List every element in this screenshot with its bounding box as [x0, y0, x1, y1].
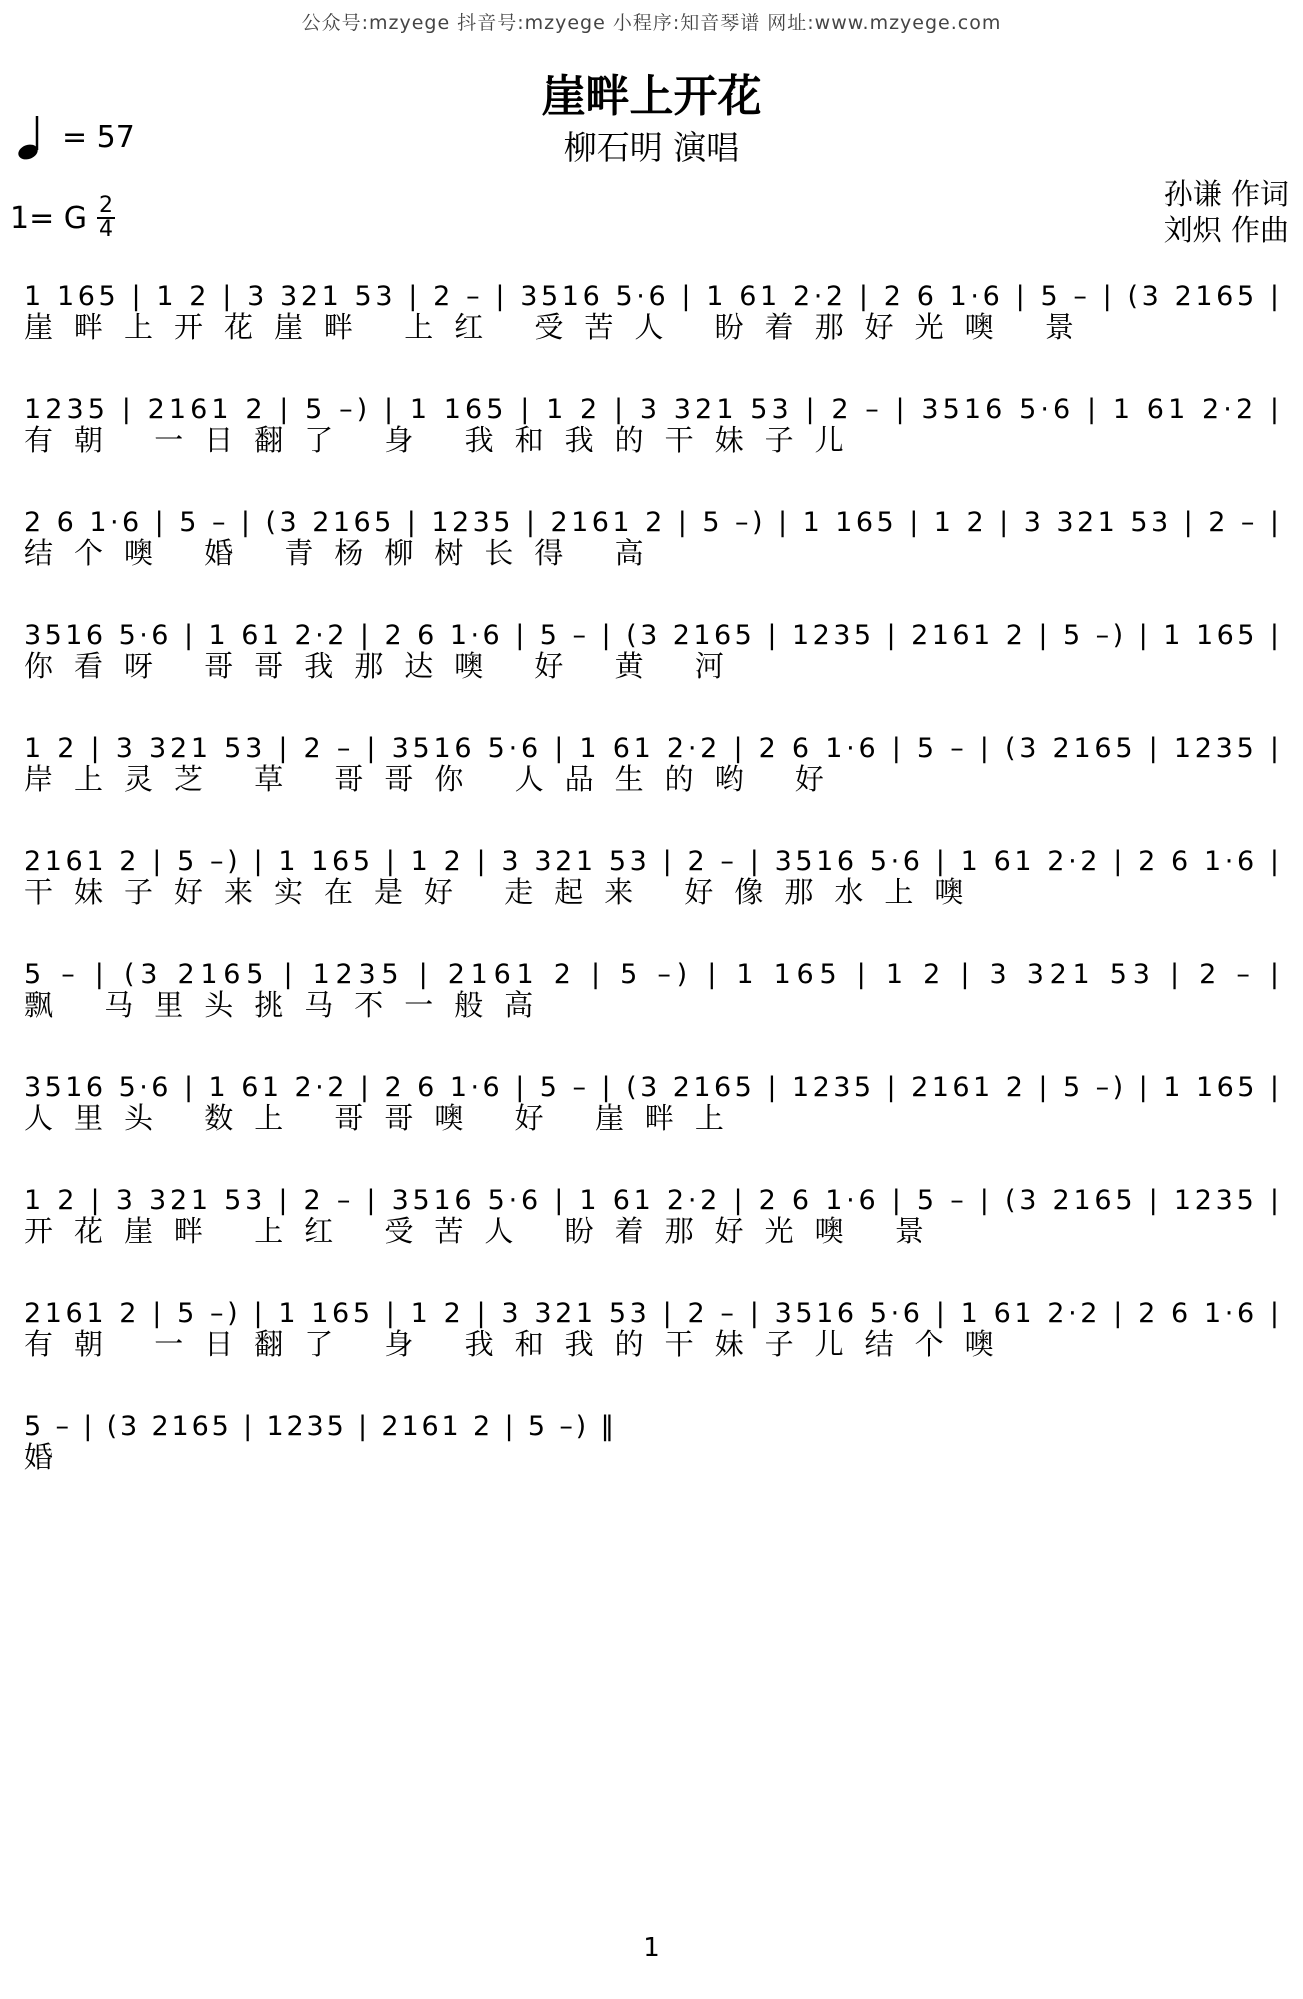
tempo-marking: [16, 112, 135, 162]
site-header: 公众号:mzyege 抖音号:mzyege 小程序:知音琴谱 网址:www.mzyege.com: [301, 12, 1002, 34]
singer-line: 柳石明 演唱: [563, 128, 740, 167]
notation-text: 1235 | 2161 2 | 5 –) | 1 165 | 1 2 | 3 321 53 | 2 – | 3516 5·6 | 1 61 2·2 |: [24, 394, 1280, 425]
lyrics-line: 崖畔上开花崖畔 上红 受苦人 盼着那好光噢 景: [24, 310, 1095, 344]
lyrics-line: 婚: [24, 1440, 75, 1474]
tempo-value: = 57: [62, 119, 135, 155]
key-label: 1= G: [10, 200, 88, 236]
key-signature: [10, 195, 115, 241]
lyrics-line: 结个噢 婚 青杨柳树长得 高: [24, 536, 665, 570]
score-system: [24, 1046, 1286, 1166]
lyrics-line: 开花崖畔 上红 受苦人 盼着那好光噢 景: [24, 1214, 945, 1248]
notation-text: 2161 2 | 5 –) | 1 165 | 1 2 | 3 321 53 | 2 – | 3516 5·6 | 1 61 2·2 | 2 6 1·6 |: [24, 846, 1279, 877]
lyrics-line: 有朝 一日翻了 身 我和我的干妹子儿: [24, 423, 865, 457]
lyrics-line: 干妹子好来实在是好 走起来 好像那水上噢: [24, 875, 985, 909]
score-system: [24, 368, 1286, 488]
lyrics-line: 岸上灵芝 草 哥哥你 人品生的哟 好: [24, 762, 845, 796]
page-number: 1: [643, 1933, 660, 1963]
lyrics-line: 人里头 数上 哥哥噢 好 崖畔上: [24, 1101, 745, 1135]
notation-text: 5 – | (3 2165 | 1235 | 2161 2 | 5 –) | 1 165 | 1 2 | 3 321 53 | 2 – |: [24, 959, 1280, 990]
notation-text: 1 2 | 3 321 53 | 2 – | 3516 5·6 | 1 61 2·2 | 2 6 1·6 | 5 – | (3 2165 | 1235 |: [24, 733, 1280, 764]
meter-top: 2: [99, 193, 114, 218]
score-system: [24, 820, 1286, 940]
score-system: [24, 481, 1286, 601]
score-system: [24, 1272, 1286, 1392]
score-system: [24, 1385, 1286, 1505]
lyrics-line: 你看呀 哥哥我那达噢 好 黄 河: [24, 649, 745, 683]
lyricist-credit: 孙谦 作词: [1163, 177, 1289, 211]
score-system: [24, 707, 1286, 827]
notation-text: 1 165 | 1 2 | 3 321 53 | 2 – | 3516 5·6 | 1 61 2·2 | 2 6 1·6 | 5 – | (3 2165 |: [24, 281, 1279, 312]
notation-text: 3516 5·6 | 1 61 2·2 | 2 6 1·6 | 5 – | (3 2165 | 1235 | 2161 2 | 5 –) | 1 165 |: [24, 1072, 1279, 1103]
notation-line: [24, 1405, 1286, 1475]
score-system: [24, 1159, 1286, 1279]
composer-credit: 刘炽 作曲: [1163, 213, 1289, 247]
notation-text: 1 2 | 3 321 53 | 2 – | 3516 5·6 | 1 61 2·2 | 2 6 1·6 | 5 – | (3 2165 | 1235 |: [24, 1185, 1280, 1216]
song-title: 崖畔上开花: [541, 71, 762, 122]
score-system: [24, 255, 1286, 375]
meter-bottom: 4: [99, 217, 114, 242]
score-system: [24, 933, 1286, 1053]
notation-text: 5 – | (3 2165 | 1235 | 2161 2 | 5 –) ‖: [24, 1411, 614, 1442]
score-system: [24, 594, 1286, 714]
lyrics-line: 飘 马里头挑马不一般高: [24, 988, 555, 1022]
credits: [1164, 176, 1289, 248]
quarter-note-icon: [16, 112, 48, 162]
notation-text: 2 6 1·6 | 5 – | (3 2165 | 1235 | 2161 2 | 5 –) | 1 165 | 1 2 | 3 321 53 | 2 – |: [24, 507, 1279, 538]
time-signature: [97, 195, 115, 241]
notation-text: 2161 2 | 5 –) | 1 165 | 1 2 | 3 321 53 | 2 – | 3516 5·6 | 1 61 2·2 | 2 6 1·6 |: [24, 1298, 1279, 1329]
lyrics-line: 有朝 一日翻了 身 我和我的干妹子儿结个噢: [24, 1327, 1015, 1361]
notation-text: 3516 5·6 | 1 61 2·2 | 2 6 1·6 | 5 – | (3 2165 | 1235 | 2161 2 | 5 –) | 1 165 |: [24, 620, 1279, 651]
